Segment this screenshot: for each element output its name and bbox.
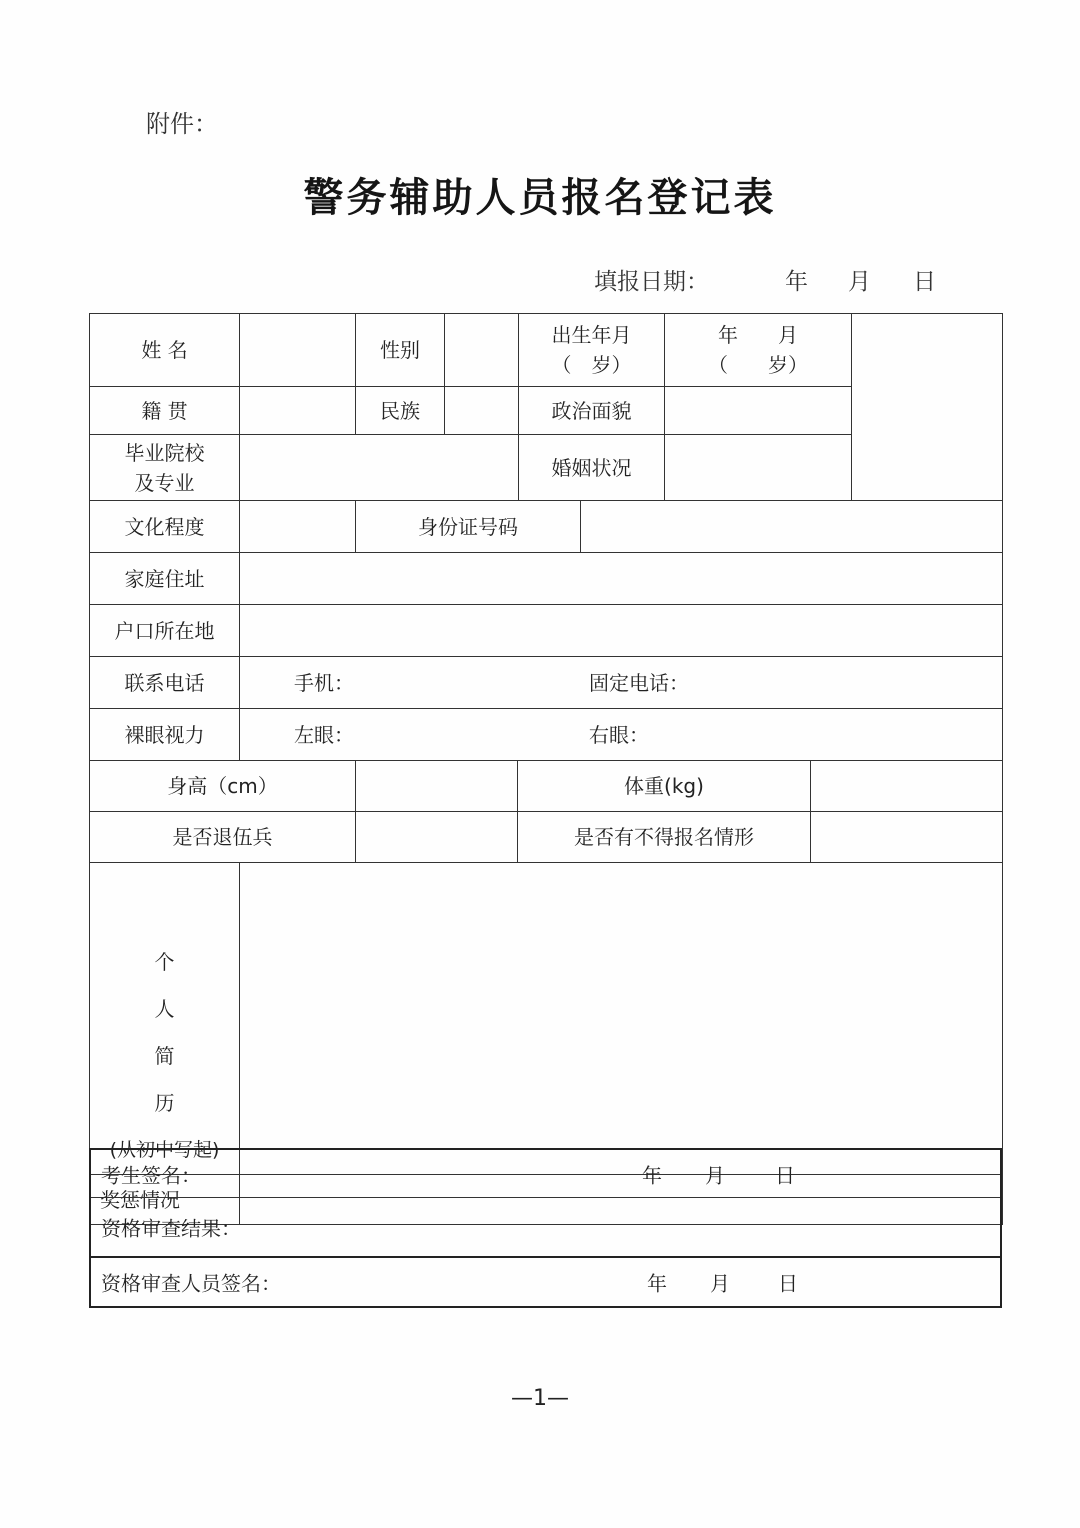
native-place-label: 籍 贯	[90, 387, 240, 435]
fill-date-day: 日	[913, 269, 936, 295]
reviewer-date-day: 日	[778, 1271, 798, 1296]
education-label: 文化程度	[90, 501, 240, 553]
weight-label: 体重(kg)	[518, 761, 811, 812]
school-label-line2: 及专业	[134, 470, 195, 495]
household-registration-label: 户口所在地	[90, 605, 240, 657]
name-field[interactable]	[240, 314, 356, 387]
candidate-date-month: 月	[705, 1163, 725, 1187]
resume-label	[90, 863, 240, 1175]
contact-phone-field[interactable]	[240, 657, 1003, 709]
fill-date-label: 填报日期：	[594, 269, 709, 295]
ineligible-label: 是否有不得报名情形	[518, 812, 811, 863]
candidate-date-day: 日	[775, 1163, 795, 1187]
birth-field[interactable]	[665, 314, 852, 387]
naked-eye-vision-label: 裸眼视力	[90, 709, 240, 761]
gender-field[interactable]	[445, 314, 519, 387]
registration-form	[89, 313, 1002, 1225]
photo-box[interactable]	[852, 314, 1003, 501]
resume-label-char: 人	[154, 997, 175, 1021]
birth-age: （ 岁）	[708, 353, 808, 377]
ethnicity-label: 民族	[356, 387, 445, 435]
resume-label-char: 个	[154, 950, 175, 974]
ethnicity-field[interactable]	[445, 387, 519, 435]
contact-phone-label: 联系电话	[90, 657, 240, 709]
political-status-label: 政治面貌	[519, 387, 665, 435]
reviewer-signature-label: 资格审查人员签名：	[101, 1271, 281, 1296]
ineligible-field[interactable]	[811, 812, 1003, 863]
height-label: 身高（cm）	[90, 761, 356, 812]
reviewer-date-year: 年	[647, 1271, 667, 1296]
id-number-label: 身份证号码	[356, 501, 581, 553]
page-number: —1—	[511, 1386, 569, 1411]
home-address-field[interactable]	[240, 553, 1003, 605]
mobile-label: 手机：	[294, 670, 354, 695]
resume-field[interactable]	[240, 863, 1003, 1175]
school-label	[90, 435, 240, 501]
marital-status-field[interactable]	[665, 435, 852, 501]
resume-label-char: 历	[154, 1091, 175, 1115]
physical-table	[89, 760, 1003, 863]
review-result-row[interactable]	[91, 1198, 1000, 1258]
gender-label: 性别	[356, 314, 445, 387]
landline-label: 固定电话：	[589, 670, 689, 695]
attachment-label: 附件：	[146, 110, 218, 138]
school-field[interactable]	[240, 435, 519, 501]
veteran-field[interactable]	[356, 812, 518, 863]
native-place-field[interactable]	[240, 387, 356, 435]
name-label: 姓 名	[90, 314, 240, 387]
birth-label-line1: 出生年月	[551, 323, 632, 347]
fill-date-month: 月	[848, 269, 871, 295]
id-number-field[interactable]	[581, 501, 1003, 553]
contact-table	[89, 552, 1003, 761]
resume-label-char: 简	[154, 1044, 175, 1068]
basic-info-table	[89, 313, 1003, 501]
candidate-signature-label: 考生签名：	[101, 1163, 201, 1187]
left-eye-label: 左眼：	[294, 722, 354, 747]
review-result-label: 资格审查结果：	[101, 1216, 241, 1241]
birth-label-line2: （ 岁）	[551, 353, 632, 377]
marital-status-label: 婚姻状况	[519, 435, 665, 501]
weight-field[interactable]	[811, 761, 1003, 812]
political-status-field[interactable]	[665, 387, 852, 435]
reviewer-date-month: 月	[710, 1271, 730, 1296]
right-eye-label: 右眼：	[589, 722, 649, 747]
education-field[interactable]	[240, 501, 356, 553]
birth-label	[519, 314, 665, 387]
candidate-signature-row[interactable]	[91, 1150, 1000, 1198]
height-field[interactable]	[356, 761, 518, 812]
household-registration-field[interactable]	[240, 605, 1003, 657]
fill-date-year: 年	[785, 269, 808, 295]
birth-year-month: 年 月	[718, 323, 798, 347]
rewards-label: 奖惩情况	[90, 1175, 240, 1225]
signature-box	[89, 1148, 1002, 1308]
resume-label-note: (从初中写起)	[109, 1139, 220, 1161]
form-title: 警务辅助人员报名登记表	[303, 175, 777, 221]
reviewer-signature-row[interactable]	[91, 1258, 1000, 1306]
home-address-label: 家庭住址	[90, 553, 240, 605]
naked-eye-vision-field[interactable]	[240, 709, 1003, 761]
education-id-table	[89, 500, 1003, 553]
veteran-label: 是否退伍兵	[90, 812, 356, 863]
school-label-line1: 毕业院校	[124, 440, 205, 465]
candidate-date-year: 年	[642, 1163, 662, 1187]
